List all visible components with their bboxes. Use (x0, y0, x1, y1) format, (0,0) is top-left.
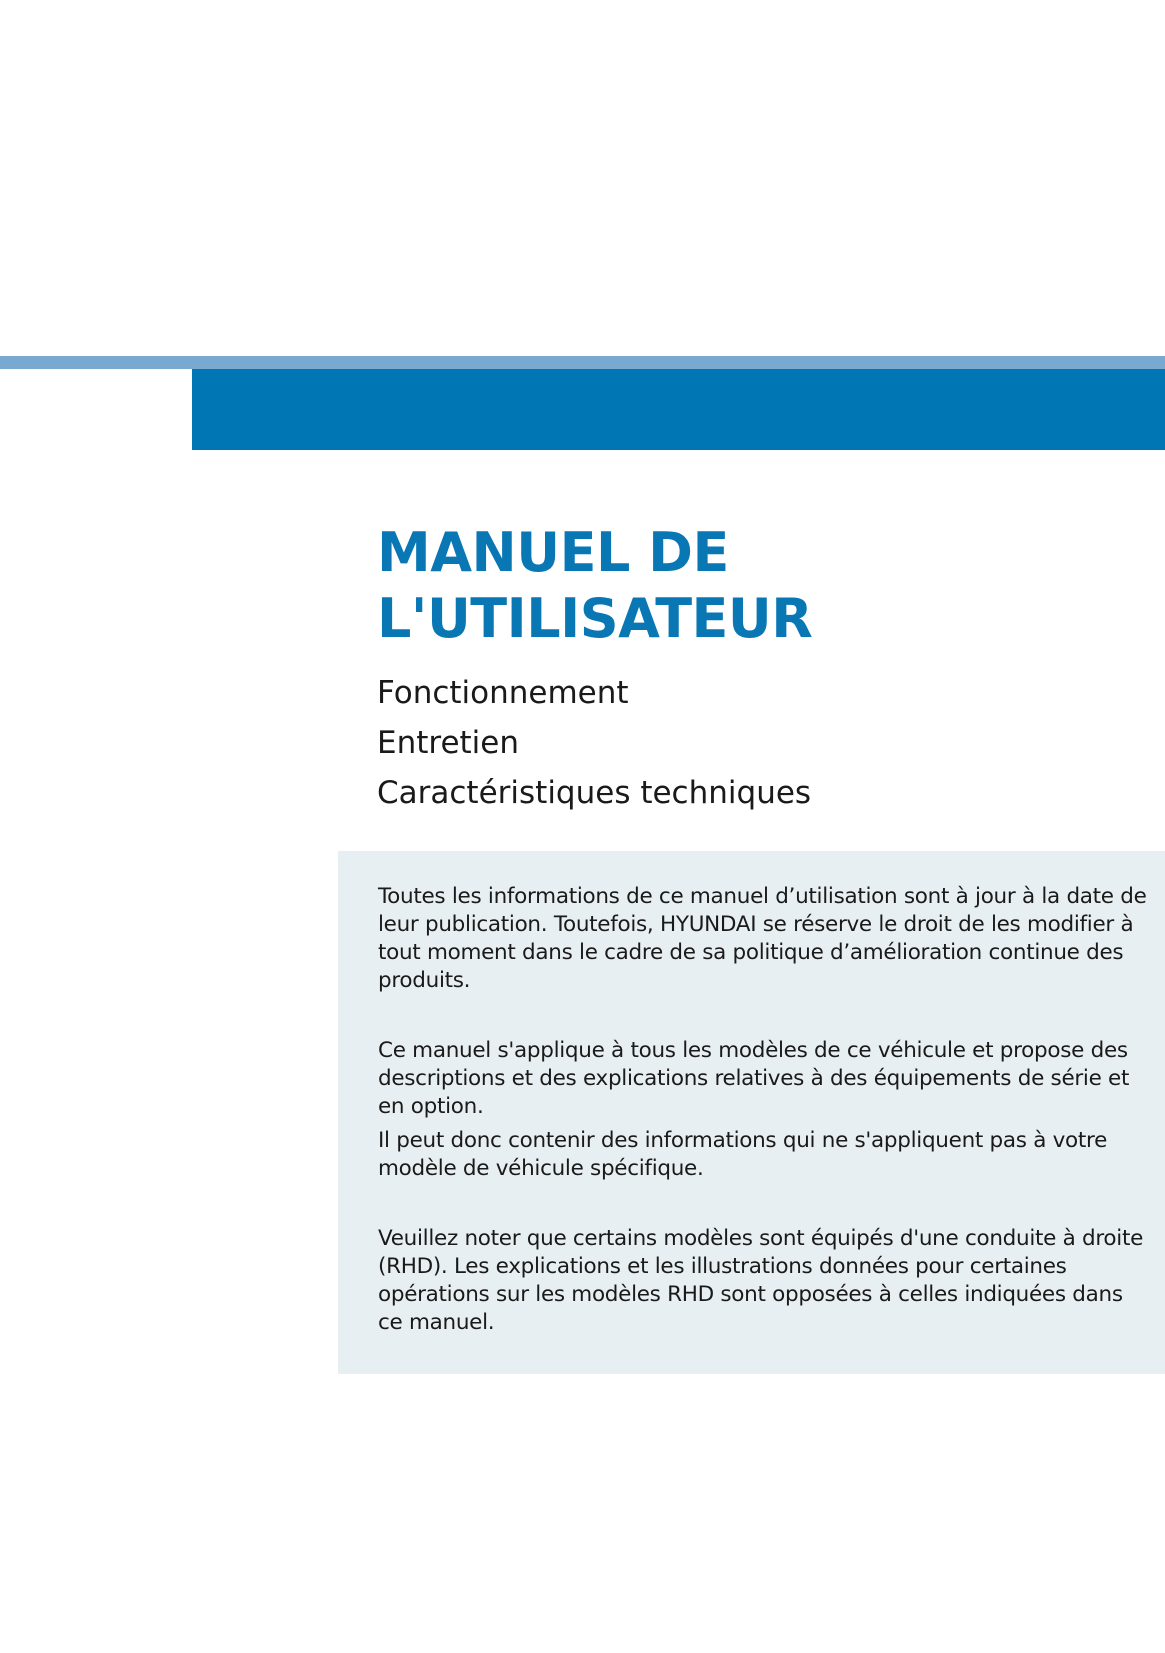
header-band-light (0, 356, 1165, 369)
notice-box (338, 851, 1165, 1374)
subtitle-specifications: Caractéristiques techniques (377, 775, 812, 811)
notice-paragraph-update: Toutes les informations de ce manuel d’utilisation sont à jour à la date de leur publication. Toutefois, HYUNDAI se réserve le droit de les modifier à tout moment dans le cadre de sa politique d’amélioration continue des produits. (378, 884, 1147, 993)
subtitle-operation: Fonctionnement (377, 675, 629, 711)
notice-paragraph-models: Ce manuel s'applique à tous les modèles de ce véhicule et propose des descriptions et des explications relatives à des équipements de série et en option. (378, 1038, 1130, 1119)
subtitle-list (377, 668, 811, 818)
notice-paragraph-specific: Il peut donc contenir des informations qui ne s'appliquent pas à votre modèle de véhicule spécifique. (378, 1128, 1108, 1181)
header-band-dark (192, 369, 1165, 450)
page-title (377, 520, 812, 652)
title-line-1: MANUEL DE (377, 521, 729, 584)
title-line-2: L'UTILISATEUR (377, 587, 813, 650)
notice-paragraph-rhd: Veuillez noter que certains modèles sont équipés d'une conduite à droite (RHD). Les explications et les illustrations données pour certaines opérations sur les modèles RHD sont opposées à celles indiquées dans ce manuel. (378, 1226, 1143, 1335)
notice-text (378, 883, 1148, 1337)
subtitle-maintenance: Entretien (377, 725, 520, 761)
